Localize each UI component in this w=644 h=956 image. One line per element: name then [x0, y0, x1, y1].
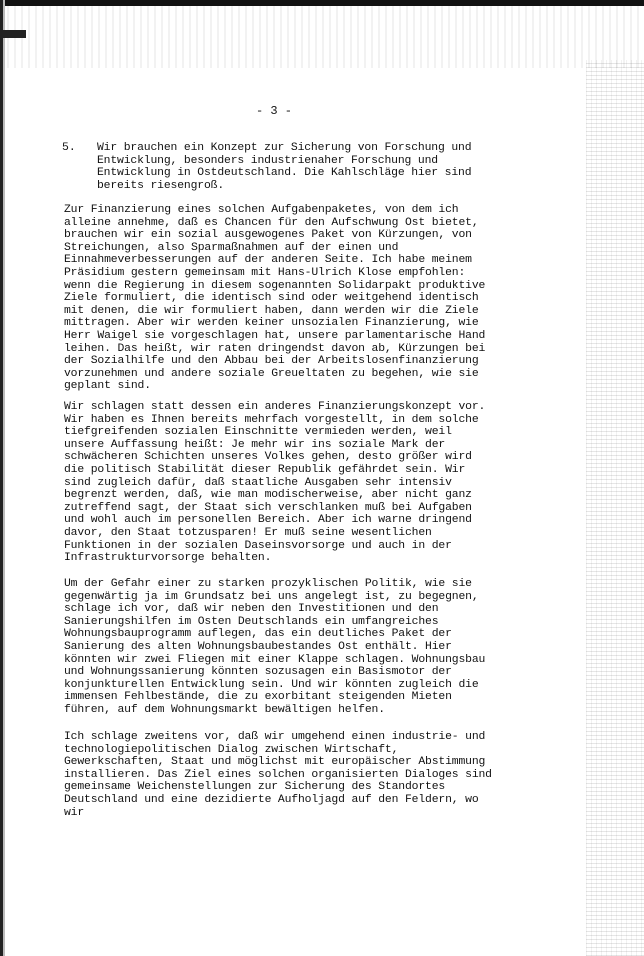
paragraph-alternative-concept: Wir schlagen statt dessen ein anderes Finanzierungskonzept vor. Wir haben es Ihnen bereits mehrfach vorgestellt, in dem solche tiefgreifenden sozialen Einschnitte vermieden werden, weil unsere Auffassung heißt: Je mehr wir ins soziale Mark der schwächeren Schichten unseres Volkes gehen, desto größer wird die politisch Stabilität dieser Republik gefährdet sein. Wir sind zugleich dafür, daß staatliche Ausgaben sehr intensiv begrenzt werden, daß, wie man modischerweise, aber nicht ganz zutreffend sagt, der Staat sich verschlanken muß bei Aufgaben und wohl auch im personellen Bereich. Aber ich warne dringend davor, den Staat totzusparen! Er muß seine wesentlichen Funktionen in der sozialen Daseinsvorsorge und auch in der Infrastrukturvorsorge behalten.: [64, 401, 492, 565]
paragraph-industry-dialogue: Ich schlage zweitens vor, daß wir umgehend einen industrie- und technologiepolitischen Dialog zwischen Wirtschaft, Gewerkschaften, Staat und möglichst mit europäischer Abstimmung installieren. Das Ziel eines solchen organisierten Dialoges sind gemeinsame Weichenstellungen zur Sicherung des Standortes Deutschland und eine dezidierte Aufholjagd auf den Feldern, wo wir: [64, 731, 499, 819]
page-number: - 3 -: [256, 104, 293, 118]
paragraph-financing: Zur Finanzierung eines solchen Aufgabenpaketes, von dem ich alleine annehme, daß es Chancen für den Aufschwung Ost bietet, brauchen wir ein sozial ausgewogenes Paket von Kürzungen, von Streichungen, also Sparmaßnahmen auf der einen und Einnahmeverbesserungen auf der anderen Seite. Ich habe meinem Präsidium gestern gemeinsam mit Hans-Ulrich Klose empfohlen: wenn die Regierung in diesem sogenannten Solidarpakt produktive Ziele formuliert, die identisch sind oder weitgehend identisch mit denen, die wir formuliert haben, dann werden wir die Ziele mittragen. Aber wir werden keiner unsozialen Finanzierung, wie Herr Waigel sie vorgeschlagen hat, unsere parlamentarische Hand leihen. Das heißt, wir raten dringendst davon ab, Kürzungen bei der Sozialhilfe und den Abbau bei der Arbeitslosenfinanzierung vorzunehmen und andere soziale Greueltaten zu begehen, wie sie geplant sind.: [64, 204, 492, 393]
list-item-text: Wir brauchen ein Konzept zur Sicherung von Forschung und Entwicklung, besonders industrienaher Forschung und Entwicklung in Ostdeutschland. Die Kahlschläge hier sind bereits riesengroß.: [97, 142, 479, 192]
list-item-number: 5.: [62, 142, 76, 154]
paragraph-housing-program: Um der Gefahr einer zu starken prozyklischen Politik, wie sie gegenwärtig ja im Grundsatz bei uns angelegt ist, zu begegnen, schlage ich vor, daß wir neben den Investitionen und den Sanierungshilfen im Osten Deutschlands ein umfangreiches Wohnungsbauprogramm auflegen, das ein deutliches Paket der Sanierung des alten Wohnungsbaubestandes Ost enthält. Hier könnten wir zwei Fliegen mit einer Klappe schlagen. Wohnungsbau und Wohnungssanierung könnten sozusagen ein Basismotor der konjunkturellen Entwicklung sein. Und wir könnten zugleich die immensen Fehlbestände, die zu exorbitant steigenden Mieten führen, auf dem Wohnungsmarkt bewältigen helfen.: [64, 578, 492, 716]
